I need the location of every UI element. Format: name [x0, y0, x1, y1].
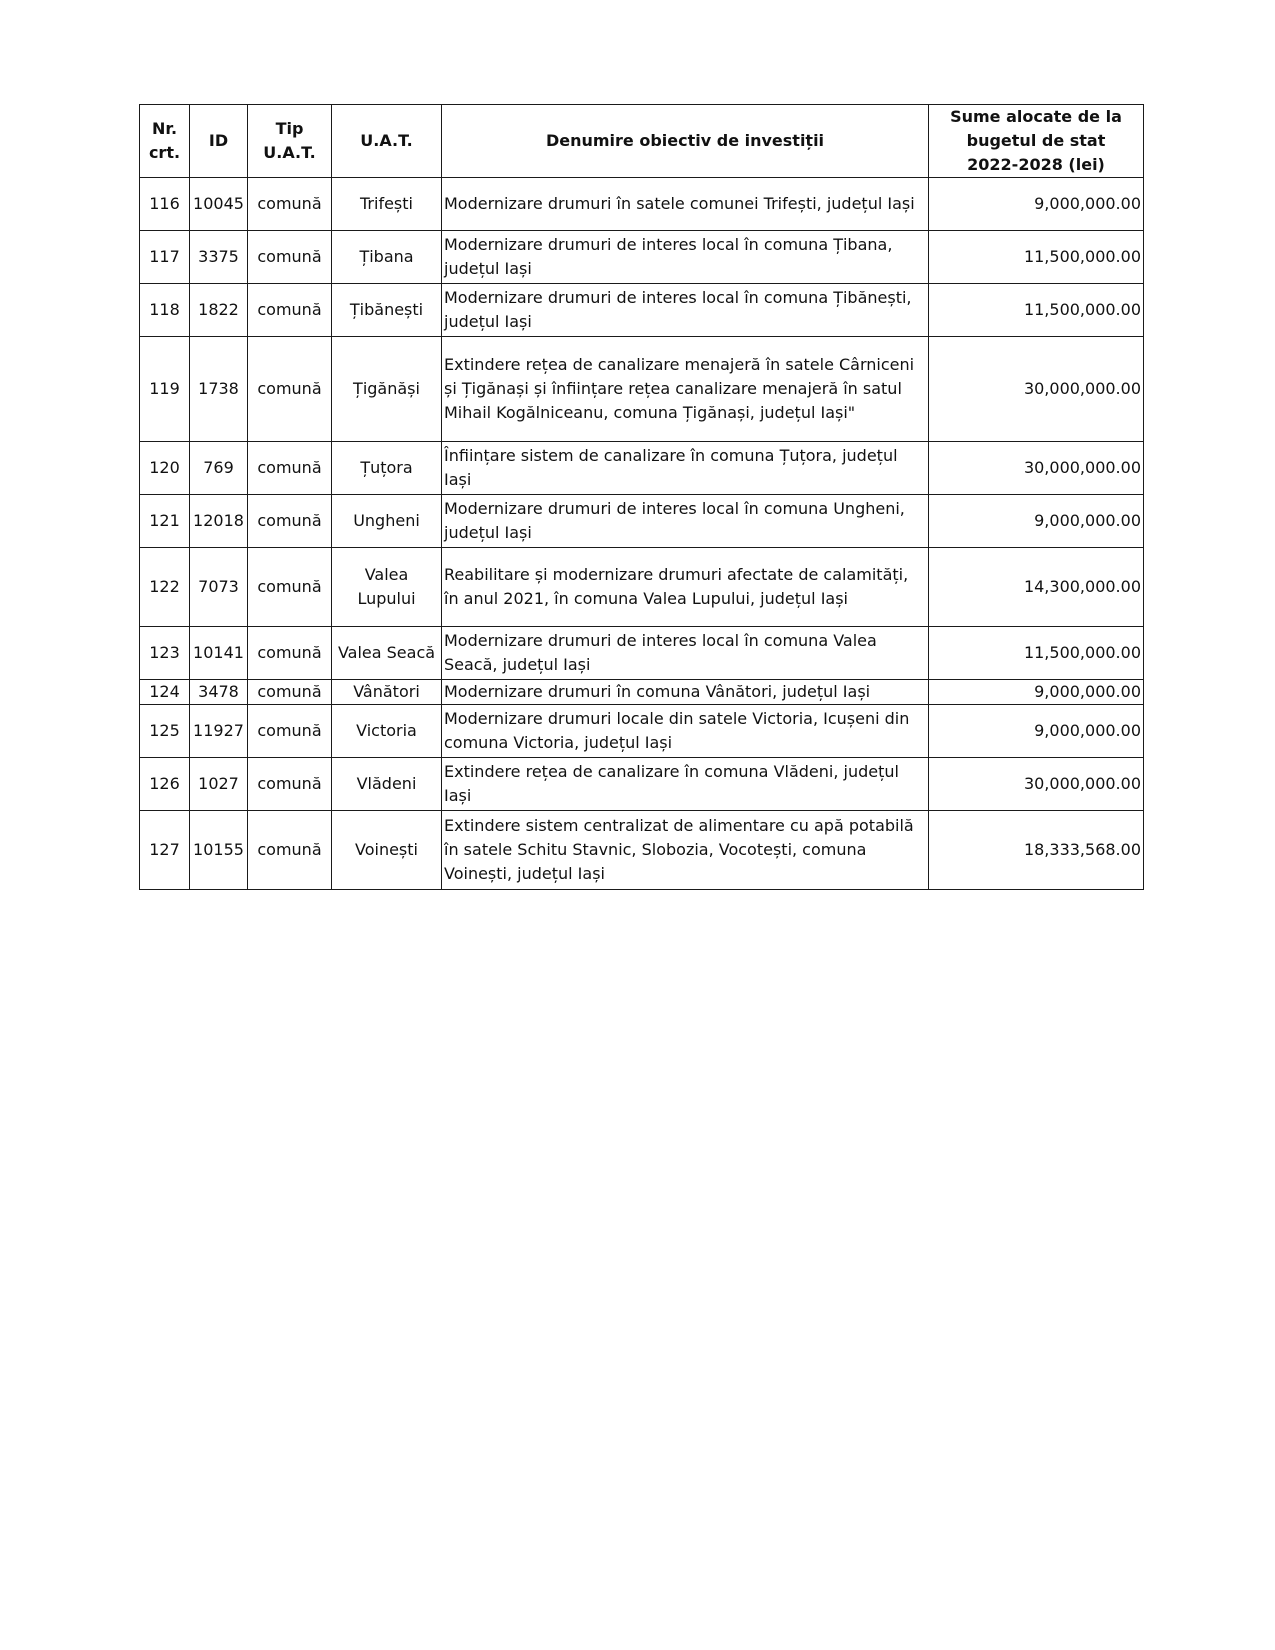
cell-id: 7073	[190, 548, 248, 627]
cell-nr-crt: 127	[140, 811, 190, 890]
cell-suma-alocata: 30,000,000.00	[929, 758, 1144, 811]
cell-tip-uat: comună	[248, 705, 332, 758]
cell-suma-alocata: 9,000,000.00	[929, 495, 1144, 548]
cell-denumire: Modernizare drumuri de interes local în comuna Țibana, județul Iași	[442, 231, 929, 284]
cell-tip-uat: comună	[248, 548, 332, 627]
cell-suma-alocata: 30,000,000.00	[929, 337, 1144, 442]
cell-id: 1738	[190, 337, 248, 442]
cell-nr-crt: 125	[140, 705, 190, 758]
cell-uat: Țibana	[332, 231, 442, 284]
table-row	[140, 442, 1144, 495]
cell-uat: Voinești	[332, 811, 442, 890]
table-row	[140, 231, 1144, 284]
cell-tip-uat: comună	[248, 178, 332, 231]
cell-id: 12018	[190, 495, 248, 548]
cell-denumire: Extindere sistem centralizat de alimentare cu apă potabilă în satele Schitu Stavnic, Slobozia, Vocotești, comuna Voinești, județul Iași	[442, 811, 929, 890]
cell-uat: Țuțora	[332, 442, 442, 495]
header-uat: U.A.T.	[332, 105, 442, 178]
cell-uat: Trifești	[332, 178, 442, 231]
cell-uat: Valea Lupului	[332, 548, 442, 627]
header-denumire: Denumire obiectiv de investiții	[442, 105, 929, 178]
cell-tip-uat: comună	[248, 337, 332, 442]
table-body	[140, 178, 1144, 890]
investment-table	[139, 104, 1144, 890]
table-row	[140, 284, 1144, 337]
header-nr-crt: Nr. crt.	[140, 105, 190, 178]
cell-nr-crt: 126	[140, 758, 190, 811]
cell-suma-alocata: 9,000,000.00	[929, 705, 1144, 758]
cell-tip-uat: comună	[248, 442, 332, 495]
cell-nr-crt: 122	[140, 548, 190, 627]
table-row	[140, 178, 1144, 231]
cell-denumire: Extindere rețea de canalizare în comuna Vlădeni, județul Iași	[442, 758, 929, 811]
cell-suma-alocata: 11,500,000.00	[929, 284, 1144, 337]
cell-tip-uat: comună	[248, 680, 332, 705]
table-row	[140, 758, 1144, 811]
cell-nr-crt: 117	[140, 231, 190, 284]
table-row	[140, 705, 1144, 758]
cell-id: 10045	[190, 178, 248, 231]
cell-nr-crt: 118	[140, 284, 190, 337]
cell-uat: Țibănești	[332, 284, 442, 337]
cell-tip-uat: comună	[248, 284, 332, 337]
cell-nr-crt: 119	[140, 337, 190, 442]
table-row	[140, 495, 1144, 548]
cell-tip-uat: comună	[248, 811, 332, 890]
table-row	[140, 548, 1144, 627]
cell-denumire: Modernizare drumuri locale din satele Victoria, Icușeni din comuna Victoria, județul Iași	[442, 705, 929, 758]
header-tip-uat: Tip U.A.T.	[248, 105, 332, 178]
cell-denumire: Modernizare drumuri de interes local în comuna Valea Seacă, județul Iași	[442, 627, 929, 680]
cell-uat: Țigănăși	[332, 337, 442, 442]
cell-nr-crt: 120	[140, 442, 190, 495]
cell-tip-uat: comună	[248, 231, 332, 284]
cell-suma-alocata: 18,333,568.00	[929, 811, 1144, 890]
cell-denumire: Modernizare drumuri în satele comunei Trifești, județul Iași	[442, 178, 929, 231]
header-id: ID	[190, 105, 248, 178]
cell-tip-uat: comună	[248, 758, 332, 811]
table-row	[140, 627, 1144, 680]
cell-suma-alocata: 9,000,000.00	[929, 178, 1144, 231]
cell-suma-alocata: 14,300,000.00	[929, 548, 1144, 627]
cell-nr-crt: 116	[140, 178, 190, 231]
cell-denumire: Modernizare drumuri în comuna Vânători, județul Iași	[442, 680, 929, 705]
cell-denumire: Reabilitare și modernizare drumuri afectate de calamități, în anul 2021, în comuna Valea Lupului, județul Iași	[442, 548, 929, 627]
cell-id: 3375	[190, 231, 248, 284]
cell-uat: Vlădeni	[332, 758, 442, 811]
cell-tip-uat: comună	[248, 495, 332, 548]
header-row	[140, 105, 1144, 178]
header-sume-alocate: Sume alocate de la bugetul de stat 2022-2028 (lei)	[929, 105, 1144, 178]
table-header	[140, 105, 1144, 178]
cell-nr-crt: 124	[140, 680, 190, 705]
cell-uat: Ungheni	[332, 495, 442, 548]
cell-denumire: Modernizare drumuri de interes local în comuna Ungheni, județul Iași	[442, 495, 929, 548]
table-row	[140, 337, 1144, 442]
cell-uat: Vânători	[332, 680, 442, 705]
cell-suma-alocata: 11,500,000.00	[929, 627, 1144, 680]
cell-nr-crt: 123	[140, 627, 190, 680]
cell-suma-alocata: 30,000,000.00	[929, 442, 1144, 495]
cell-id: 10155	[190, 811, 248, 890]
cell-tip-uat: comună	[248, 627, 332, 680]
cell-id: 11927	[190, 705, 248, 758]
table-row	[140, 680, 1144, 705]
cell-id: 10141	[190, 627, 248, 680]
cell-nr-crt: 121	[140, 495, 190, 548]
cell-uat: Victoria	[332, 705, 442, 758]
cell-denumire: Modernizare drumuri de interes local în comuna Țibănești, județul Iași	[442, 284, 929, 337]
cell-suma-alocata: 11,500,000.00	[929, 231, 1144, 284]
cell-id: 769	[190, 442, 248, 495]
cell-suma-alocata: 9,000,000.00	[929, 680, 1144, 705]
cell-uat: Valea Seacă	[332, 627, 442, 680]
cell-denumire: Extindere rețea de canalizare menajeră în satele Cârniceni și Țigănași și înființare rețea canalizare menajeră în satul Mihail Kogălniceanu, comuna Țigănași, județul Iași"	[442, 337, 929, 442]
cell-id: 3478	[190, 680, 248, 705]
table-row	[140, 811, 1144, 890]
cell-id: 1822	[190, 284, 248, 337]
cell-denumire: Înființare sistem de canalizare în comuna Țuțora, județul Iași	[442, 442, 929, 495]
cell-id: 1027	[190, 758, 248, 811]
